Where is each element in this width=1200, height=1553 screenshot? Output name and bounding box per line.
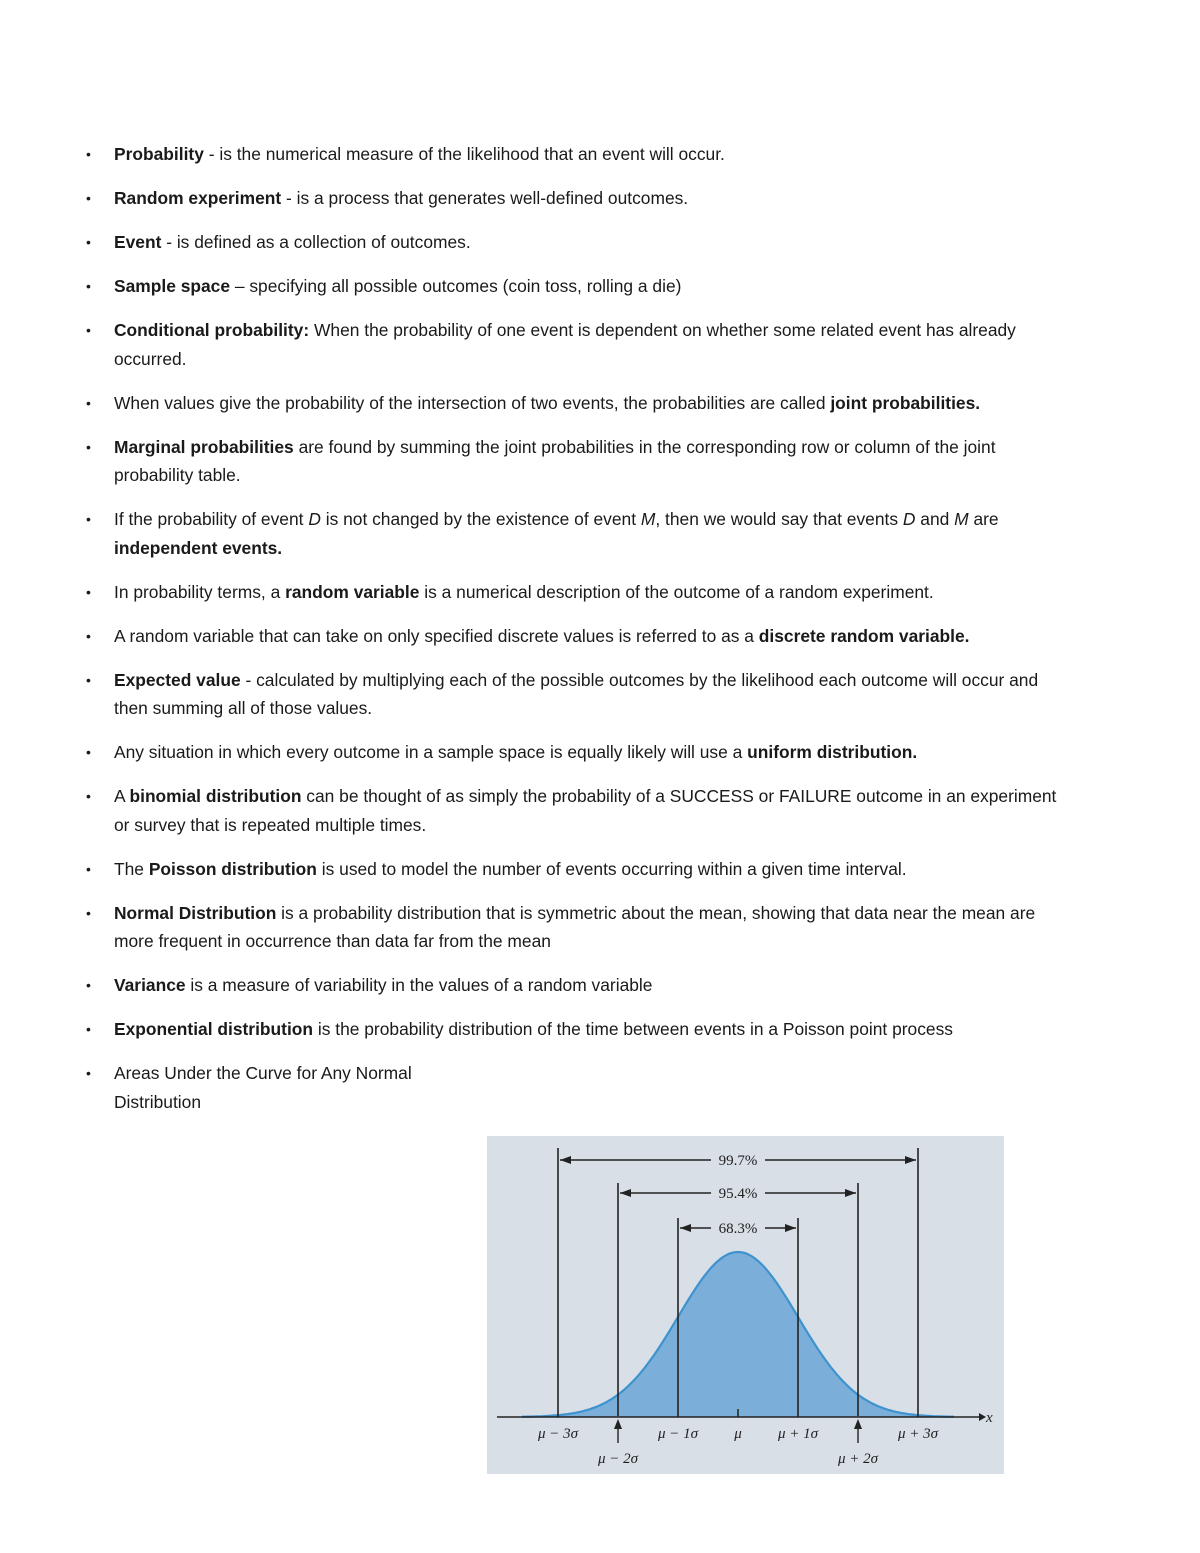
text-run: can be thought of as simply the probability of a SUCCESS or FAILURE outcome in an experiment or survey that is repeated multiple times. bbox=[114, 786, 1057, 835]
text-run: is not changed by the existence of event bbox=[320, 509, 641, 529]
bold-term: discrete random variable. bbox=[758, 625, 970, 646]
bullet-item bbox=[86, 505, 1076, 562]
text-run: is the probability distribution of the time between events in a Poisson point process bbox=[313, 1019, 953, 1039]
text-run: A random variable that can take on only specified discrete values is referred to as a bbox=[114, 625, 759, 646]
italic-term: M bbox=[954, 509, 969, 529]
text-run: - is defined as a collection of outcomes. bbox=[161, 232, 471, 252]
span-right-arrowhead bbox=[845, 1189, 856, 1197]
bold-term: Exponential distribution bbox=[114, 1019, 314, 1039]
bullet-item bbox=[86, 1059, 454, 1116]
tick-label: μ − 1σ bbox=[657, 1426, 699, 1442]
bullet-item bbox=[86, 228, 1076, 257]
bold-term: Poisson distribution bbox=[148, 858, 317, 879]
text-run: are bbox=[968, 509, 999, 529]
notes-list bbox=[86, 140, 1076, 1132]
span-arrow bbox=[680, 1221, 796, 1237]
bullet-point-icon: • bbox=[86, 744, 91, 760]
text-run: The bbox=[114, 858, 149, 879]
bullet-point-icon: • bbox=[86, 583, 91, 600]
bullet-item bbox=[86, 666, 1076, 723]
normal-distribution-figure bbox=[487, 1136, 1004, 1474]
span-label: 95.4% bbox=[718, 1186, 758, 1202]
bold-term: joint probabilities. bbox=[830, 392, 981, 413]
bold-term: binomial distribution bbox=[129, 786, 302, 806]
text-run: When the probability of one event is dependent on whether some related event has already occurred. bbox=[114, 320, 1016, 369]
bullet-item bbox=[86, 855, 1076, 884]
bullet-point-icon: • bbox=[86, 788, 91, 804]
bullet-item bbox=[86, 971, 1076, 1000]
bullet-item bbox=[86, 738, 1076, 767]
span-left-arrowhead bbox=[620, 1189, 631, 1197]
span-right-arrowhead bbox=[905, 1156, 916, 1164]
text-run: In probability terms, a bbox=[114, 581, 286, 602]
text-run: – specifying all possible outcomes (coin toss, rolling a die) bbox=[230, 276, 682, 296]
bullet-point-icon: • bbox=[86, 146, 91, 162]
text-run: is a probability distribution that is symmetric about the mean, showing that data near the mean are more frequent in occurrence than data far from the mean bbox=[114, 902, 1036, 951]
x-axis-variable: x bbox=[986, 1410, 993, 1426]
text-run: - is a process that generates well-defined outcomes. bbox=[281, 188, 689, 208]
text-run: is used to model the number of events occurring within a given time interval. bbox=[316, 858, 907, 879]
tick-label: μ bbox=[734, 1426, 742, 1442]
pointer-head bbox=[614, 1419, 622, 1429]
bullet-point-icon: • bbox=[86, 234, 91, 250]
tick-label: μ − 2σ bbox=[597, 1451, 639, 1467]
text-run: If the probability of event bbox=[114, 509, 309, 529]
text-run: are found by summing the joint probabilities in the corresponding row or column of the joint probability table. bbox=[114, 436, 996, 485]
span-arrow bbox=[620, 1186, 856, 1202]
italic-term: M bbox=[640, 509, 656, 529]
italic-term: D bbox=[308, 509, 321, 529]
bullet-point-icon: • bbox=[86, 627, 91, 644]
bold-term: random variable bbox=[285, 581, 420, 602]
bold-term: Variance bbox=[114, 975, 186, 995]
bullet-point-icon: • bbox=[86, 438, 91, 455]
text-run: - calculated by multiplying each of the possible outcomes by the likelihood each outcome will occur and then summing all of those values. bbox=[114, 669, 1039, 718]
bold-term: Probability bbox=[114, 144, 204, 164]
curve-area bbox=[522, 1252, 954, 1417]
bullet-point-icon: • bbox=[86, 1065, 91, 1081]
bold-term: Marginal probabilities bbox=[114, 436, 294, 457]
bullet-point-icon: • bbox=[86, 904, 91, 921]
bullet-item bbox=[86, 782, 1076, 839]
bullet-item bbox=[86, 272, 1076, 301]
bold-term: Normal Distribution bbox=[114, 902, 277, 923]
bullet-item bbox=[86, 899, 1076, 956]
bold-term: uniform distribution. bbox=[747, 742, 918, 762]
tick-label: μ + 3σ bbox=[897, 1426, 939, 1442]
bullet-item bbox=[86, 578, 1076, 607]
tick-pointer-arrow bbox=[614, 1419, 622, 1443]
bullet-point-icon: • bbox=[86, 977, 91, 993]
bullet-point-icon: • bbox=[86, 278, 91, 294]
bullet-item bbox=[86, 389, 1076, 418]
text-run: When values give the probability of the intersection of two events, the probabilities are called bbox=[114, 392, 831, 413]
bold-term: Event bbox=[114, 232, 162, 252]
bullet-point-icon: • bbox=[86, 671, 91, 688]
text-run: is a numerical description of the outcome of a random experiment. bbox=[419, 581, 934, 602]
bold-term: Expected value bbox=[114, 669, 241, 690]
text-run: , then we would say that events bbox=[655, 509, 903, 529]
x-axis-arrowhead bbox=[979, 1413, 986, 1421]
bold-term: independent events. bbox=[114, 537, 283, 558]
tick-label: μ + 1σ bbox=[777, 1426, 819, 1442]
span-label: 99.7% bbox=[718, 1153, 758, 1169]
tick-label: μ − 3σ bbox=[537, 1426, 579, 1442]
bullet-point-icon: • bbox=[86, 394, 91, 411]
bullet-point-icon: • bbox=[86, 860, 91, 877]
text-run: is a measure of variability in the values of a random variable bbox=[185, 975, 653, 995]
bullet-point-icon: • bbox=[86, 511, 91, 527]
span-label: 68.3% bbox=[718, 1221, 758, 1237]
bullet-item bbox=[86, 184, 1076, 213]
normal-curve-chart bbox=[487, 1136, 1004, 1474]
bullet-item bbox=[86, 1015, 1076, 1044]
span-left-arrowhead bbox=[680, 1224, 691, 1232]
span-left-arrowhead bbox=[560, 1156, 571, 1164]
bullet-item bbox=[86, 433, 1076, 490]
tick-pointer-arrow bbox=[854, 1419, 862, 1443]
bullet-item bbox=[86, 316, 1076, 373]
span-right-arrowhead bbox=[785, 1224, 796, 1232]
bullet-point-icon: • bbox=[86, 322, 91, 338]
span-arrow bbox=[560, 1153, 916, 1169]
pointer-head bbox=[854, 1419, 862, 1429]
bold-term: Random experiment bbox=[114, 188, 282, 208]
bold-term: Sample space bbox=[114, 276, 231, 296]
bold-term: Conditional probability: bbox=[114, 320, 310, 340]
bullet-point-icon: • bbox=[86, 1021, 91, 1037]
italic-term: D bbox=[902, 509, 916, 529]
text-run: A bbox=[114, 786, 130, 806]
text-run: Areas Under the Curve for Any Normal Distribution bbox=[114, 1063, 412, 1112]
bullet-item bbox=[86, 140, 1076, 169]
bullet-point-icon: • bbox=[86, 190, 91, 206]
tick-label: μ + 2σ bbox=[837, 1451, 879, 1467]
text-run: and bbox=[915, 509, 955, 529]
text-run: - is the numerical measure of the likelihood that an event will occur. bbox=[203, 144, 725, 164]
text-run: Any situation in which every outcome in a sample space is equally likely will use a bbox=[114, 742, 748, 762]
bullet-item bbox=[86, 622, 1076, 651]
